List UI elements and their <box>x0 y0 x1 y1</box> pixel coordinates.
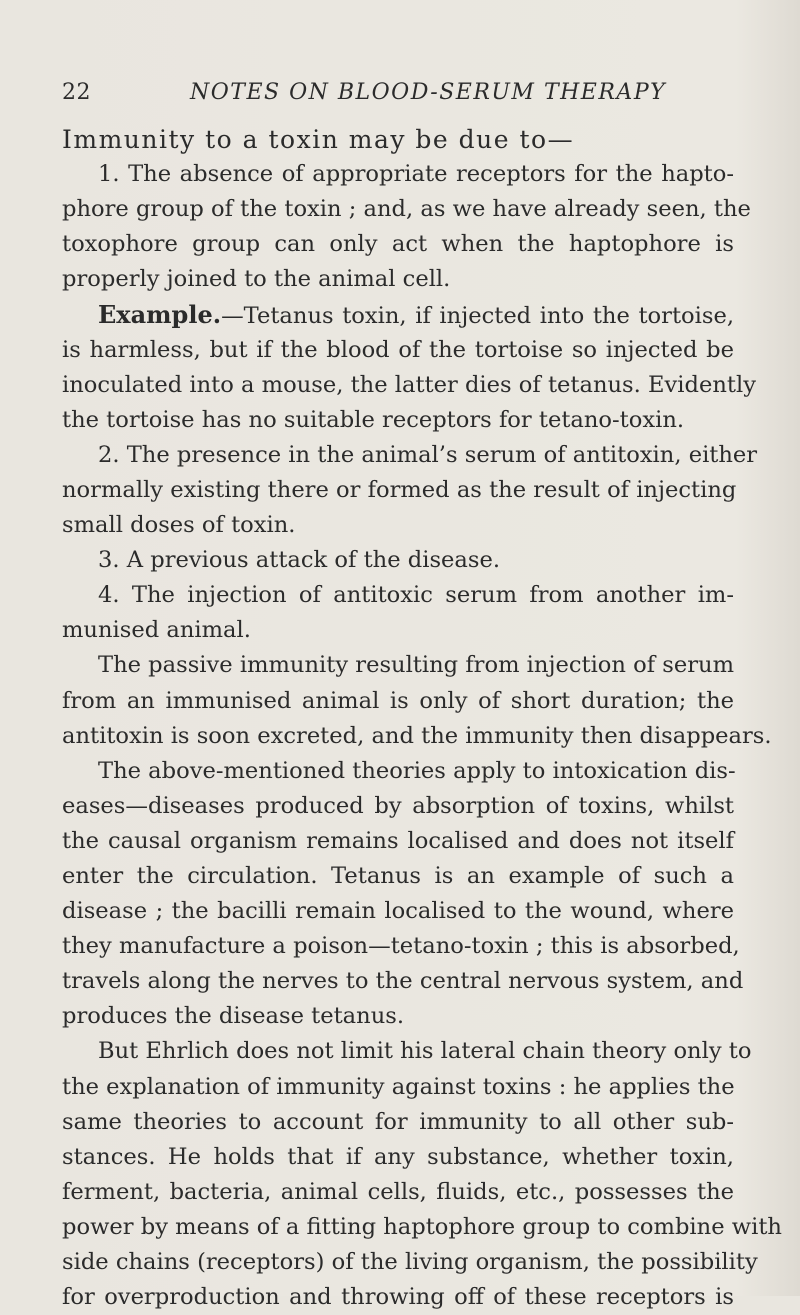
text-line: normally existing there or formed as the result of injecting <box>62 476 737 503</box>
example-text: —Tetanus toxin, if injected into the tortoise, <box>221 303 734 330</box>
body-text <box>62 122 782 1315</box>
text-line: 4. The injection of antitoxic serum from another im- <box>98 582 734 609</box>
text-line: 2. The presence in the animal’s serum of antitoxin, either <box>98 441 758 468</box>
text-line: eases—diseases produced by absorption of toxins, whilst <box>62 792 734 819</box>
text-line: they manufacture a poison—tetano-toxin ; this is absorbed, <box>62 933 740 960</box>
text-line: small doses of toxin. <box>62 512 296 539</box>
text-line: The passive immunity resulting from injection of serum <box>98 652 735 679</box>
running-title: NOTES ON BLOOD-SERUM THERAPY <box>190 80 667 105</box>
text-line: But Ehrlich does not limit his lateral chain theory only to <box>98 1038 752 1065</box>
text-line: power by means of a fitting haptophore group to combine with <box>62 1213 782 1240</box>
text-line: properly joined to the animal cell. <box>62 266 451 293</box>
text-line: munised animal. <box>62 617 251 644</box>
text-line: produces the disease tetanus. <box>62 1003 405 1030</box>
text-line: the explanation of immunity against toxins : he applies the <box>62 1073 735 1100</box>
section-heading: Immunity to a toxin may be due to— <box>62 125 575 154</box>
example-first-line <box>62 297 734 332</box>
text-line: 3. A previous attack of the disease. <box>98 547 501 574</box>
text-line: enter the circulation. Tetanus is an example of such a <box>62 862 734 889</box>
text-line: stances. He holds that if any substance, whether toxin, <box>62 1143 734 1170</box>
page-header <box>62 80 702 110</box>
text-line: is harmless, but if the blood of the tortoise so injected be <box>62 336 734 363</box>
text-line: travels along the nerves to the central nervous system, and <box>62 968 744 995</box>
text-line: for overproduction and throwing off of these receptors is <box>62 1284 734 1311</box>
text-line: phore group of the toxin ; and, as we have already seen, the <box>62 196 751 223</box>
text-line: same theories to account for immunity to all other sub- <box>62 1108 734 1135</box>
text-line: The above-mentioned theories apply to intoxication dis- <box>98 757 736 784</box>
text-line: ferment, bacteria, animal cells, fluids, etc., possesses the <box>62 1178 734 1205</box>
text-line: the causal organism remains localised and does not itself <box>62 827 734 854</box>
text-line: antitoxin is soon excreted, and the immunity then disappears. <box>62 722 772 749</box>
text-line: toxophore group can only act when the haptophore is <box>62 231 734 258</box>
text-line: the tortoise has no suitable receptors for tetano-toxin. <box>62 406 685 433</box>
text-line: from an immunised animal is only of short duration; the <box>62 687 734 714</box>
text-line: inoculated into a mouse, the latter dies of tetanus. Evidently <box>62 371 756 398</box>
page-number: 22 <box>62 80 91 105</box>
text-line: 1. The absence of appropriate receptors for the hapto- <box>98 161 734 188</box>
text-line: disease ; the bacilli remain localised to the wound, where <box>62 898 734 925</box>
example-label: Example. <box>98 300 222 330</box>
text-line: side chains (receptors) of the living organism, the possibility <box>62 1249 758 1275</box>
